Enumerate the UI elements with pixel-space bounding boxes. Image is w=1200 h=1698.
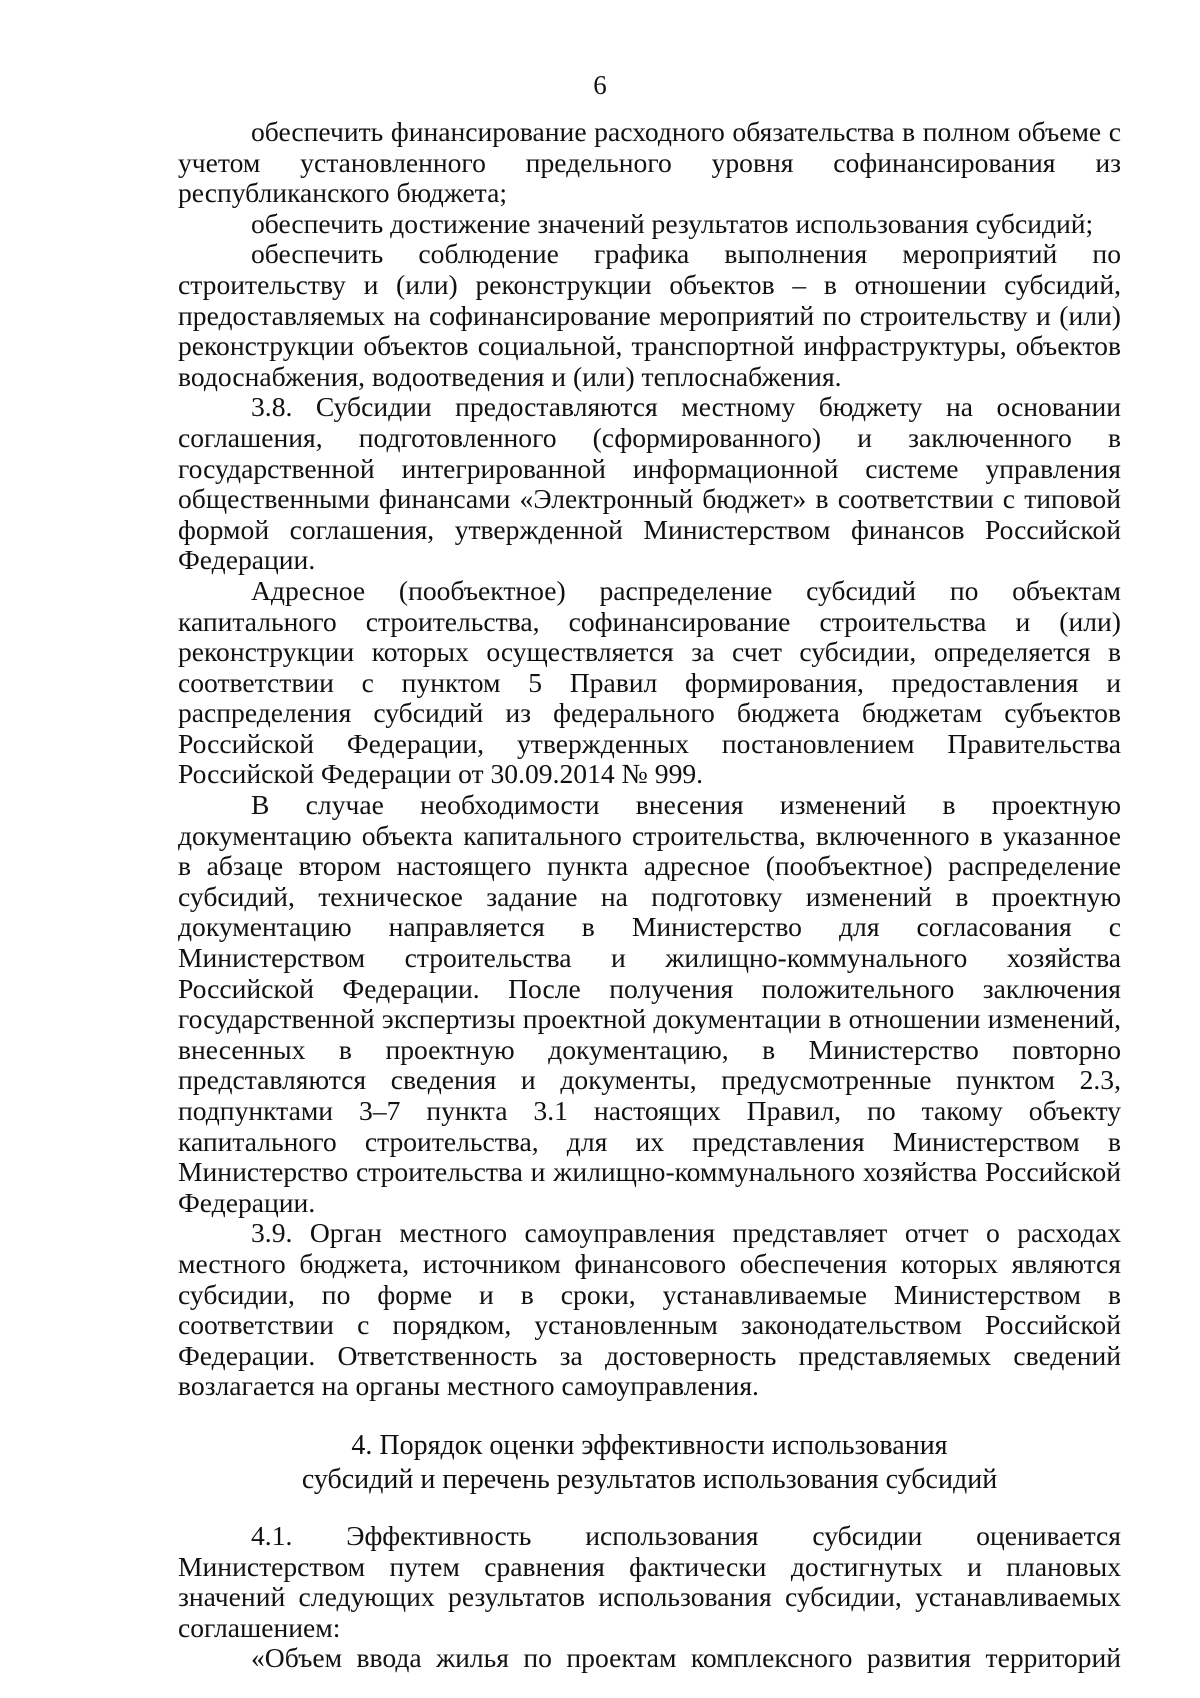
paragraph: 3.9. Орган местного самоуправления представляет отчет о расходах местного бюджета, источником финансового обеспечения которых являются субсидии, по форме и в сроки, устанавливаемые Министерством в соответствии с порядком, установленным законодательством Российской Федерации. Ответственность за достоверность представляемых сведений возлагается на органы местного самоуправления. (178, 1217, 1121, 1402)
document-body (178, 117, 1121, 1674)
paragraph: Адресное (пообъектное) распределение субсидий по объектам капитального строительства, софинансирование строительства и (или) реконструкции которых осуществляется за счет субсидии, определяется в соответствии с пунктом 5 Правил формирования, предоставления и распределения субсидий из федерального бюджета бюджетам субъектов Российской Федерации, утвержденных постановлением Правительства Российской Федерации от 30.09.2014 № 999. (178, 574, 1121, 790)
paragraph: обеспечить финансирование расходного обязательства в полном объеме с учетом установленного предельного уровня софинансирования из республиканского бюджета; (178, 116, 1121, 209)
paragraph: 4.1. Эффективность использования субсидии оценивается Министерством путем сравнения фактически достигнутых и плановых значений следующих результатов использования субсидии, устанавливаемых соглашением: (178, 1519, 1121, 1643)
paragraph: обеспечить достижение значений результатов использования субсидий; (251, 207, 1094, 239)
paragraph: В случае необходимости внесения изменений в проектную документацию объекта капитального строительства, включенного в указанное в абзаце втором настоящего пункта адресное (пообъектное) распределение субсидий, техническое задание на подготовку изменений в проектную документацию направляется в Министерство для согласования с Министерством строительства и жилищно-коммунального хозяйства Российской Федерации. После получения положительного заключения государственной экспертизы проектной документации в отношении изменений, внесенных в проектную документацию, в Министерство повторно представляются сведения и документы, предусмотренные пунктом 2.3, подпунктами 3–7 пункта 3.1 настоящих Правил, по такому объекту капитального строительства, для их представления Министерством в Министерство строительства и жилищно-коммунального хозяйства Российской Федерации. (178, 789, 1121, 1218)
section-heading-line: субсидий и перечень результатов использования субсидий (301, 1463, 998, 1495)
paragraph: 3.8. Субсидии предоставляются местному бюджету на основании соглашения, подготовленного (сформированного) и заключенного в государственной интегрированной информационной системе управления общественными финансами «Электронный бюджет» в соответствии с типовой формой соглашения, утвержденной Министерством финансов Российской Федерации. (178, 391, 1121, 576)
paragraph: обеспечить соблюдение графика выполнения мероприятий по строительству и (или) реконструкции объектов – в отношении субсидий, предоставляемых на софинансирование мероприятий по строительству и (или) реконструкции объектов социальной, транспортной инфраструктуры, объектов водоснабжения, водоотведения и (или) теплоснабжения. (178, 238, 1121, 392)
paragraph: «Объем ввода жилья по проектам комплексного развития территорий (251, 1642, 1121, 1674)
section-heading-line: 4. Порядок оценки эффективности использования (351, 1429, 948, 1461)
section-heading (178, 1429, 1121, 1497)
page-number: 6 (593, 70, 607, 100)
